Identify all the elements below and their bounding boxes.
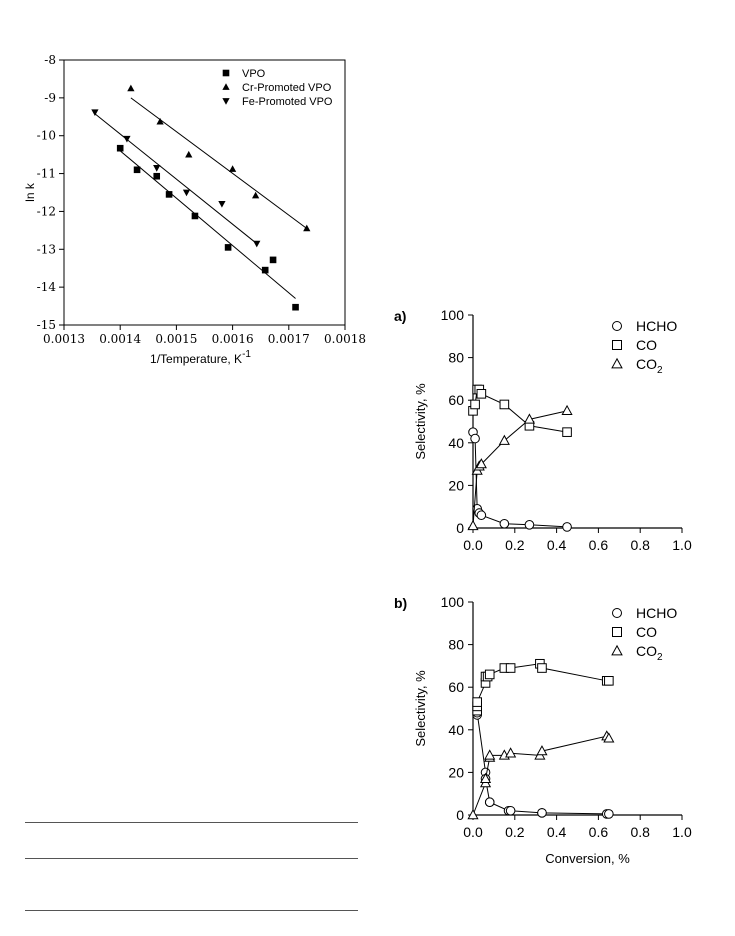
x-tick-label: 0.8 bbox=[630, 824, 650, 840]
y-tick-label: 20 bbox=[448, 764, 464, 781]
y-tick-label: -11 bbox=[36, 166, 56, 181]
data-point bbox=[468, 810, 477, 819]
data-point bbox=[477, 511, 486, 520]
y-axis-label: Selectivity, % bbox=[413, 383, 428, 460]
y-tick-label: -13 bbox=[36, 242, 56, 257]
x-tick-label: 0.2 bbox=[505, 537, 525, 553]
arrhenius-chart bbox=[23, 53, 366, 366]
x-tick-label: 0.6 bbox=[588, 824, 609, 840]
x-tick-label: 0.0013 bbox=[43, 332, 85, 346]
data-point bbox=[91, 109, 98, 116]
y-tick-label: 60 bbox=[448, 679, 464, 696]
data-point bbox=[292, 304, 299, 311]
data-point bbox=[166, 191, 173, 198]
data-point bbox=[485, 798, 494, 807]
data-point bbox=[500, 519, 509, 528]
series-line bbox=[473, 411, 567, 526]
data-point bbox=[253, 241, 260, 248]
x-axis-label: 1/Temperature, $K^{-1}$ bbox=[150, 349, 251, 366]
legend-label: $CO_2$ bbox=[636, 356, 663, 376]
y-tick-label: 80 bbox=[448, 636, 464, 653]
data-point bbox=[262, 267, 269, 274]
legend-marker bbox=[613, 628, 622, 637]
x-tick-label: 0.8 bbox=[630, 537, 650, 553]
data-point bbox=[127, 85, 134, 92]
legend-label: $CO_2$ bbox=[636, 643, 663, 663]
y-tick-label: -14 bbox=[36, 280, 56, 295]
data-point bbox=[270, 257, 277, 264]
data-point bbox=[153, 165, 160, 172]
fit-line bbox=[95, 114, 257, 244]
legend-label: Cr-Promoted VPO bbox=[242, 82, 332, 94]
data-point bbox=[218, 201, 225, 208]
legend-label: HCHO bbox=[636, 605, 678, 621]
data-point bbox=[500, 400, 509, 409]
x-axis-label-superscript: -1 bbox=[242, 349, 251, 360]
series-triangle bbox=[468, 406, 572, 530]
data-point bbox=[563, 428, 572, 437]
data-point bbox=[506, 664, 515, 673]
data-point bbox=[225, 244, 232, 251]
x-axis-label: Conversion, % bbox=[545, 851, 630, 866]
selectivity-chart-a bbox=[394, 307, 692, 553]
y-tick-label: 40 bbox=[448, 434, 464, 451]
data-point bbox=[229, 165, 236, 172]
y-tick-label: 80 bbox=[448, 349, 464, 366]
legend-marker bbox=[613, 341, 622, 350]
data-point bbox=[605, 677, 614, 686]
data-point bbox=[562, 406, 571, 415]
y-axis-label: Selectivity, % bbox=[413, 670, 428, 747]
divider-line-2 bbox=[25, 858, 358, 859]
series-square bbox=[117, 145, 299, 311]
legend-marker bbox=[222, 83, 229, 90]
x-tick-label: 0.0014 bbox=[99, 332, 142, 346]
y-axis-label: ln k bbox=[23, 183, 37, 202]
y-tick-label: 0 bbox=[456, 807, 464, 823]
x-tick-label: 1.0 bbox=[672, 537, 692, 553]
y-tick-label: 60 bbox=[448, 392, 464, 409]
fit-line bbox=[120, 151, 295, 299]
data-point bbox=[506, 806, 515, 815]
x-tick-label: 0.0018 bbox=[324, 332, 366, 346]
legend-label-subscript: 2 bbox=[657, 365, 663, 376]
data-point bbox=[192, 213, 199, 220]
x-tick-label: 0.0 bbox=[463, 537, 483, 553]
legend-label: HCHO bbox=[636, 318, 678, 334]
y-tick-label: -12 bbox=[36, 204, 56, 219]
y-tick-label: -9 bbox=[44, 90, 56, 105]
series-line bbox=[477, 713, 609, 814]
legend-marker bbox=[613, 609, 622, 618]
series-line bbox=[473, 390, 567, 433]
data-point bbox=[468, 521, 477, 530]
data-point bbox=[605, 810, 614, 819]
data-point bbox=[538, 809, 547, 818]
series-line bbox=[473, 432, 567, 527]
y-tick-label: 100 bbox=[440, 307, 464, 323]
data-point bbox=[471, 434, 480, 443]
x-tick-label: 0.2 bbox=[505, 824, 525, 840]
legend-marker bbox=[612, 646, 622, 655]
data-point bbox=[117, 145, 124, 152]
x-tick-label: 0.0 bbox=[463, 824, 483, 840]
y-tick-label: 40 bbox=[448, 721, 464, 738]
y-tick-label: -8 bbox=[44, 53, 56, 67]
y-tick-label: 20 bbox=[448, 477, 464, 494]
legend-label-subscript: 2 bbox=[657, 652, 663, 663]
data-point bbox=[500, 436, 509, 445]
data-point bbox=[525, 521, 534, 530]
x-tick-label: 0.0017 bbox=[267, 332, 310, 346]
x-tick-label: 0.6 bbox=[588, 537, 609, 553]
legend-marker bbox=[613, 322, 622, 331]
data-point bbox=[471, 400, 480, 409]
data-point bbox=[153, 173, 160, 180]
data-point bbox=[506, 748, 515, 757]
legend-marker bbox=[223, 70, 230, 77]
data-point bbox=[473, 698, 482, 707]
panel-label: a) bbox=[394, 308, 407, 324]
series-triangle-down bbox=[91, 109, 260, 247]
data-point bbox=[538, 664, 547, 673]
data-point bbox=[485, 750, 494, 759]
data-point bbox=[134, 166, 141, 173]
data-point bbox=[185, 151, 192, 158]
y-tick-label: 0 bbox=[456, 520, 464, 536]
y-tick-label: -15 bbox=[36, 318, 56, 332]
y-tick-label: 100 bbox=[440, 594, 464, 610]
legend-marker bbox=[222, 98, 229, 105]
y-tick-label: -10 bbox=[36, 128, 56, 143]
legend-label: VPO bbox=[242, 68, 266, 80]
data-point bbox=[303, 225, 310, 232]
series-square bbox=[473, 659, 613, 714]
divider-line-1 bbox=[25, 822, 358, 823]
data-point bbox=[477, 390, 486, 399]
selectivity-chart-b bbox=[394, 594, 692, 866]
x-tick-label: 0.4 bbox=[546, 824, 567, 840]
legend-label: Fe-Promoted VPO bbox=[242, 96, 333, 108]
x-tick-label: 0.0016 bbox=[211, 332, 254, 346]
panel-label: b) bbox=[394, 595, 408, 611]
divider-line-3 bbox=[25, 910, 358, 911]
data-point bbox=[183, 190, 190, 197]
x-tick-label: 0.0015 bbox=[155, 332, 198, 346]
series-square bbox=[469, 385, 572, 436]
data-point bbox=[485, 670, 494, 679]
x-tick-label: 0.4 bbox=[546, 537, 567, 553]
series-circle bbox=[473, 708, 613, 818]
x-tick-label: 1.0 bbox=[672, 824, 692, 840]
data-point bbox=[563, 523, 572, 532]
legend-marker bbox=[612, 359, 622, 368]
series-circle bbox=[469, 428, 572, 531]
legend-label: CO bbox=[636, 624, 657, 640]
legend-label: CO bbox=[636, 337, 657, 353]
